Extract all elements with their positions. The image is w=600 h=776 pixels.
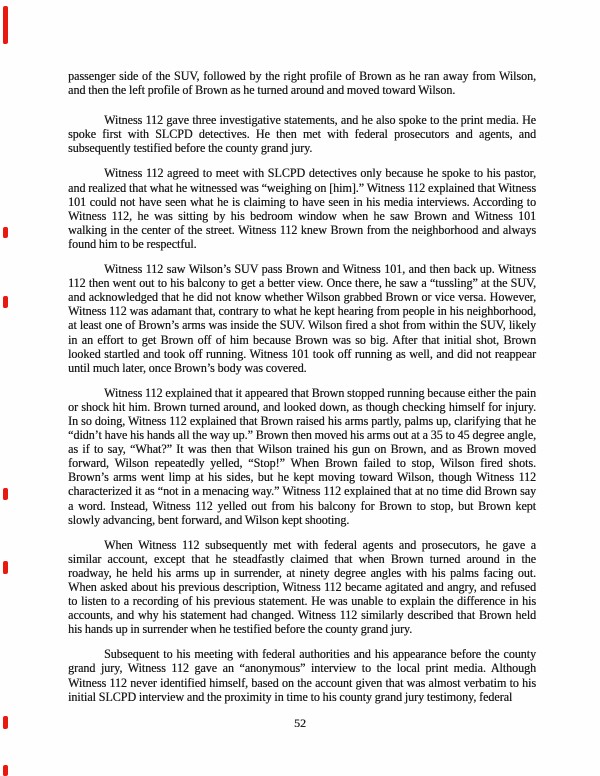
page-number: 52 <box>294 716 306 730</box>
paragraph: Witness 112 gave three investigative statements, and he also spoke to the print media. He spoke first with SLCPD detectives. He then met with federal prosecutors and agents, and subsequently testified before the county grand jury. <box>68 113 536 156</box>
page-content <box>68 69 536 715</box>
paragraph: Witness 112 saw Wilson’s SUV pass Brown and Witness 101, and then back up. Witness 112 then went out to his balcony to get a better view. Once there, he saw a “tussling” at the SUV, and acknowledged that he did not know whether Wilson grabbed Brown or vice versa. However, Witness 112 was adamant that, contrary to what he kept hearing from people in his neighborhood, at least one of Brown’s arms was inside the SUV. Wilson fired a shot from within the SUV, likely in an effort to get Brown off of him because Brown was so big. After that initial shot, Brown looked startled and took off running. Witness 101 took off running as well, and did not reappear until much later, once Brown’s body was covered. <box>68 262 536 375</box>
red-margin-mark <box>3 765 8 776</box>
red-margin-mark <box>3 6 8 44</box>
paragraph: Witness 112 agreed to meet with SLCPD detectives only because he spoke to his pastor, and realized that what he witnessed was “weighing on [him].” Witness 112 explained that Witness 101 could not have seen what he is claiming to have seen in his media interviews. According to Witness 112, he was sitting by his bedroom window when he saw Brown and Witness 101 walking in the center of the street. Witness 112 knew Brown from the neighborhood and always found him to be respectful. <box>68 166 536 251</box>
paragraph: passenger side of the SUV, followed by the right profile of Brown as he ran away from Wilson, and then the left profile of Brown as he turned around and moved toward Wilson. <box>68 69 536 98</box>
red-margin-mark <box>3 296 8 308</box>
paragraph: Subsequent to his meeting with federal authorities and his appearance before the county grand jury, Witness 112 gave an “anonymous” interview to the local print media. Although Witness 112 never identified himself, based on the account given that was almost verbatim to his initial SLCPD interview and the proximity in time to his county grand jury testimony, federal <box>68 647 536 704</box>
paragraph: Witness 112 explained that it appeared that Brown stopped running because either the pain or shock hit him. Brown turned around, and looked down, as though checking himself for injury. In so doing, Witness 112 explained that Brown raised his arms partly, palms up, clarifying that he “didn’t have his hands all the way up.” Brown then moved his arms out at a 35 to 45 degree angle, as if to say, “What?” It was then that Wilson trained his gun on Brown, and as Brown moved forward, Wilson repeatedly yelled, “Stop!” When Brown failed to stop, Wilson fired shots. Brown’s arms went limp at his sides, but he kept moving toward Wilson, though Witness 112 characterized it as “not in a menacing way.” Witness 112 explained that at no time did Brown say a word. Instead, Witness 112 yelled out from his balcony for Brown to stop, but Brown kept slowly advancing, bent forward, and Wilson kept shooting. <box>68 385 536 527</box>
paragraph: When Witness 112 subsequently met with federal agents and prosecutors, he gave a similar account, except that he steadfastly claimed that when Brown turned around in the roadway, he held his arms up in surrender, at ninety degree angles with his palms facing out. When asked about his previous description, Witness 112 became agitated and angry, and refused to listen to a recording of his previous statement. He was unable to explain the difference in his accounts, and why his statement had changed. Witness 112 similarly described that Brown held his hands up in surrender when he testified before the county grand jury. <box>68 537 536 637</box>
red-margin-mark <box>3 561 8 574</box>
red-margin-mark <box>3 227 8 238</box>
red-margin-mark <box>3 488 8 500</box>
